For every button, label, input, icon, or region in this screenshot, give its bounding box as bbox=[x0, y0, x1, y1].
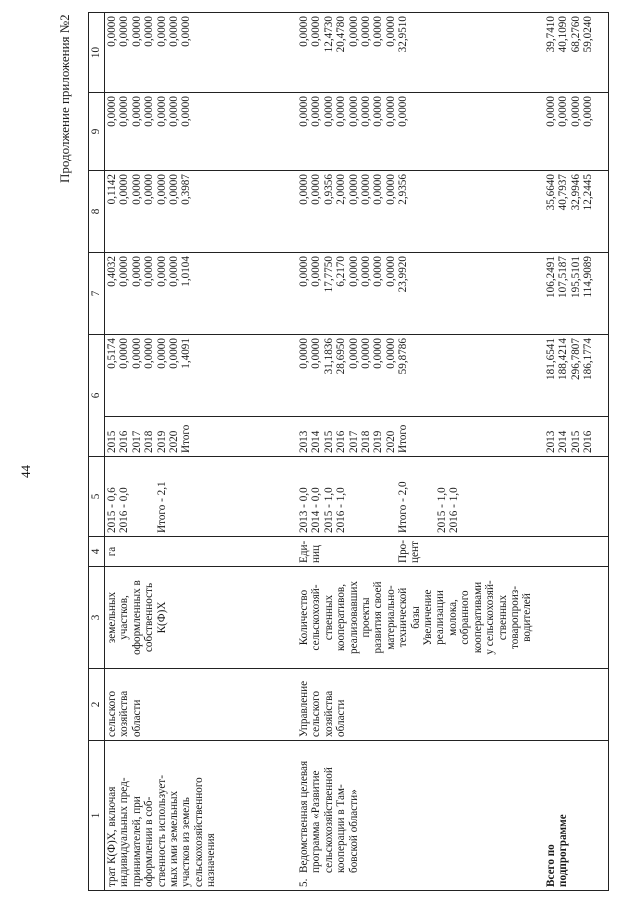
text-line: ственных bbox=[322, 594, 335, 641]
text-line: 2013 - 0,0 bbox=[298, 487, 310, 533]
indicator-name-2 bbox=[422, 570, 534, 665]
text-line: сельского bbox=[310, 690, 323, 737]
text-line: 0,0000 bbox=[168, 338, 181, 369]
text-line: 35,6640 bbox=[544, 174, 557, 211]
text-line: 0,9356 bbox=[322, 174, 335, 205]
text-line: 2015 - 1,0 bbox=[435, 487, 448, 533]
text-line: сельскохозяй- bbox=[310, 584, 323, 651]
text-line: 2016 bbox=[581, 430, 594, 453]
text-line: ственность использует- bbox=[155, 775, 168, 887]
indicator-cell bbox=[297, 567, 535, 669]
header-cell: 6 bbox=[89, 335, 105, 457]
text-line: 0,0000 bbox=[372, 96, 385, 127]
funding-regional bbox=[297, 171, 535, 253]
text-line: 40,1090 bbox=[557, 16, 570, 53]
indicator-name-1 bbox=[298, 570, 422, 665]
text-line: 0,0000 bbox=[155, 16, 168, 47]
text-line: 40,7937 bbox=[557, 174, 570, 211]
text-line: бовской области» bbox=[347, 789, 360, 873]
text-line: Еди- bbox=[298, 540, 310, 563]
text-line: 0,0000 bbox=[347, 338, 360, 369]
text-line: 114,9089 bbox=[581, 256, 594, 298]
funding-total bbox=[105, 335, 298, 417]
text-line: хозяйства bbox=[118, 690, 131, 737]
text-line: 0,3987 bbox=[180, 174, 193, 205]
text-line: 0,0000 bbox=[180, 16, 193, 47]
text-line: 12,4730 bbox=[322, 16, 335, 53]
text-line: 0,0000 bbox=[372, 174, 385, 205]
text-line: 0,0000 bbox=[106, 96, 118, 127]
text-line: 0,0000 bbox=[544, 96, 557, 127]
funding-total bbox=[297, 335, 535, 417]
text-line: 2,9356 bbox=[397, 174, 410, 205]
text-line: принимателей, при bbox=[130, 796, 143, 887]
text-line: 2020 bbox=[384, 430, 397, 453]
text-line: 2,0000 bbox=[335, 174, 348, 205]
empty-cell bbox=[535, 669, 609, 741]
text-line: 20,4780 bbox=[335, 16, 348, 53]
text-line: Всего по bbox=[544, 844, 557, 887]
funding-other bbox=[535, 13, 609, 93]
text-line bbox=[131, 460, 143, 533]
text-line: программа «Развитие bbox=[310, 770, 323, 873]
text-line: 0,0000 bbox=[372, 256, 385, 287]
text-line: сельского bbox=[106, 690, 118, 737]
text-line: 0,0000 bbox=[155, 96, 168, 127]
text-line: 2016 - 0,0 bbox=[118, 487, 131, 533]
years bbox=[105, 417, 298, 457]
text-line: 2017 bbox=[347, 430, 360, 453]
text-line: 0,0000 bbox=[298, 174, 310, 205]
text-line: 0,0000 bbox=[372, 338, 385, 369]
years bbox=[297, 417, 535, 457]
text-line: 195,5101 bbox=[569, 256, 582, 298]
text-line: 0,0000 bbox=[143, 338, 156, 369]
empty-cell bbox=[535, 567, 609, 669]
unit-cell bbox=[297, 537, 535, 567]
indicator-values-cell bbox=[297, 457, 535, 537]
text-line: 2015 bbox=[106, 430, 118, 453]
header-cell: 2 bbox=[89, 669, 105, 741]
text-line: мых ими земельных bbox=[168, 790, 181, 887]
text-line: 0,0000 bbox=[118, 96, 131, 127]
text-line: К(Ф)Х bbox=[155, 601, 168, 634]
total-row bbox=[535, 13, 609, 891]
text-line: Ведомственная целевая bbox=[298, 760, 310, 873]
text-line: 17,7750 bbox=[322, 256, 335, 293]
text-line: 186,1774 bbox=[581, 338, 594, 380]
text-line: 0,0000 bbox=[310, 256, 323, 287]
text-line: 0,0000 bbox=[310, 174, 323, 205]
text-line: Итого - 2,1 bbox=[155, 481, 168, 533]
text-line: назначения bbox=[205, 833, 218, 887]
text-line: кооперативами bbox=[471, 581, 484, 654]
text-line: материально- bbox=[384, 585, 397, 650]
text-line: 0,0000 bbox=[118, 338, 131, 369]
text-line: 0,0000 bbox=[557, 96, 570, 127]
text-line: га bbox=[106, 546, 118, 557]
unit-2 bbox=[397, 540, 422, 563]
text-line: 0,0000 bbox=[347, 96, 360, 127]
text-line: 0,0000 bbox=[298, 96, 310, 127]
text-line: 68,2760 bbox=[569, 16, 582, 53]
text-line: 0,0000 bbox=[168, 174, 181, 205]
unit bbox=[105, 537, 298, 567]
text-line: сельскохозяйственной bbox=[322, 767, 335, 873]
text-line bbox=[385, 460, 397, 533]
appendix-title: Продолжение приложения №2 bbox=[57, 14, 72, 183]
funding-federal bbox=[535, 253, 609, 335]
text-line: кооперативов, bbox=[335, 583, 348, 652]
text-line: 2014 bbox=[310, 430, 323, 453]
funding-total bbox=[535, 335, 609, 417]
header-cell: 5 bbox=[89, 457, 105, 537]
text-line: 1,0104 bbox=[180, 256, 193, 287]
text-line: 32,9510 bbox=[397, 16, 410, 53]
funding-local bbox=[535, 93, 609, 171]
text-line: области bbox=[130, 699, 143, 737]
text-line: индивидуальных пред- bbox=[118, 777, 131, 887]
funding-federal bbox=[105, 253, 298, 335]
text-line: Итого bbox=[180, 424, 193, 453]
text-line: 0,1142 bbox=[106, 174, 118, 205]
text-line: 0,0000 bbox=[155, 338, 168, 369]
text-line: 0,0000 bbox=[384, 16, 397, 47]
text-line: ниц bbox=[310, 545, 323, 563]
empty-cell bbox=[535, 457, 609, 537]
text-line bbox=[348, 460, 360, 533]
text-line: 0,0000 bbox=[360, 16, 373, 47]
text-line: 0,0000 bbox=[384, 338, 397, 369]
text-line: 0,0000 bbox=[569, 96, 582, 127]
text-line: 2018 bbox=[143, 430, 156, 453]
text-line: 0,0000 bbox=[581, 96, 594, 127]
text-line: 106,2491 bbox=[544, 256, 557, 298]
text-line: земельных bbox=[106, 591, 118, 644]
text-line bbox=[143, 460, 155, 533]
funding-federal bbox=[297, 253, 535, 335]
text-line: 0,0000 bbox=[168, 256, 181, 287]
text-line: 0,0000 bbox=[310, 16, 323, 47]
header-row bbox=[89, 13, 105, 891]
text-line: 0,0000 bbox=[118, 16, 131, 47]
text-line: 12,2445 bbox=[581, 174, 594, 211]
years bbox=[535, 417, 609, 457]
text-line: 2016 - 1,0 bbox=[448, 487, 461, 533]
text-line: 0,0000 bbox=[155, 174, 168, 205]
text-line: Про- bbox=[396, 540, 409, 563]
text-line: 2018 bbox=[360, 430, 373, 453]
funding-other bbox=[105, 13, 298, 93]
text-line: 188,4214 bbox=[557, 338, 570, 380]
text-line: 296,7807 bbox=[569, 338, 582, 380]
text-line: участков, bbox=[118, 595, 131, 640]
unit-1 bbox=[298, 540, 323, 563]
text-line: 0,0000 bbox=[397, 96, 410, 127]
text-line: 23,9920 bbox=[397, 256, 410, 293]
text-line: кооперации в Там- bbox=[335, 784, 348, 873]
text-line: 0,0000 bbox=[143, 174, 156, 205]
text-line: 2013 bbox=[298, 430, 310, 453]
page-number: 44 bbox=[18, 465, 33, 478]
text-line: участков из земель bbox=[180, 797, 193, 887]
indicator-name bbox=[105, 567, 298, 669]
text-line: базы bbox=[409, 606, 422, 629]
text-line: 0,0000 bbox=[384, 96, 397, 127]
text-line: 39,7410 bbox=[544, 16, 557, 53]
text-line: 0,0000 bbox=[118, 256, 131, 287]
text-line: 0,0000 bbox=[130, 96, 143, 127]
text-line: области bbox=[335, 699, 348, 737]
table-row bbox=[105, 13, 298, 891]
text-line: проекты bbox=[360, 597, 373, 638]
text-line: 0,0000 bbox=[155, 256, 168, 287]
text-line: 0,0000 bbox=[322, 96, 335, 127]
text-line: товаропроиз- bbox=[508, 586, 521, 649]
text-line: молока, bbox=[446, 599, 459, 636]
text-line: оформлении в соб- bbox=[143, 796, 156, 887]
funding-other bbox=[297, 13, 535, 93]
text-line: 0,0000 bbox=[130, 256, 143, 287]
text-line: 0,0000 bbox=[347, 174, 360, 205]
text-line: 181,6541 bbox=[544, 338, 557, 380]
text-line: 28,6950 bbox=[335, 338, 348, 375]
text-line: 2013 bbox=[544, 430, 557, 453]
text-line: трат К(Ф)Х, включая bbox=[106, 786, 118, 887]
funding-regional bbox=[535, 171, 609, 253]
text-line: Итого bbox=[397, 424, 410, 453]
header-cell: 1 bbox=[89, 741, 105, 891]
text-line: 2017 bbox=[130, 430, 143, 453]
text-line: 0,0000 bbox=[360, 96, 373, 127]
text-line: у сельскохозяй- bbox=[484, 580, 497, 655]
text-line: 0,0000 bbox=[130, 174, 143, 205]
program-table bbox=[88, 12, 609, 891]
text-line: цент bbox=[409, 541, 422, 563]
row-number: 5. bbox=[298, 878, 310, 887]
text-line: 2016 - 1,0 bbox=[335, 487, 348, 533]
text-line: 0,0000 bbox=[384, 256, 397, 287]
text-line: 0,0000 bbox=[360, 174, 373, 205]
text-line: 0,0000 bbox=[106, 16, 118, 47]
indicator-values bbox=[105, 457, 298, 537]
text-line: 0,0000 bbox=[310, 96, 323, 127]
text-line: 31,1836 bbox=[322, 338, 335, 375]
empty-cell bbox=[535, 537, 609, 567]
text-line: 0,0000 bbox=[118, 174, 131, 205]
text-line: 0,0000 bbox=[360, 256, 373, 287]
text-line: оформленных в bbox=[130, 580, 143, 655]
text-line: 107,5187 bbox=[557, 256, 570, 298]
text-line: подпрограмме bbox=[557, 814, 570, 887]
indicator-values-2 bbox=[436, 460, 461, 533]
text-line: 1,4091 bbox=[180, 338, 193, 369]
text-line: 2016 bbox=[118, 430, 131, 453]
text-line: 0,5174 bbox=[106, 338, 118, 369]
text-line: 0,0000 bbox=[360, 338, 373, 369]
text-line: 59,8786 bbox=[397, 338, 410, 375]
text-line: 0,0000 bbox=[168, 96, 181, 127]
text-line: 0,0000 bbox=[298, 256, 310, 287]
text-line: 2020 bbox=[168, 430, 181, 453]
text-line: Увеличение bbox=[422, 589, 435, 646]
text-line: 2014 bbox=[557, 430, 570, 453]
program-cell bbox=[297, 741, 535, 891]
text-line: Управление bbox=[298, 680, 310, 737]
text-line: 2019 bbox=[372, 430, 385, 453]
text-line: собранного bbox=[459, 590, 472, 645]
funding-local bbox=[297, 93, 535, 171]
text-line: 0,0000 bbox=[130, 16, 143, 47]
text-line: реализации bbox=[434, 590, 447, 645]
text-line: 2014 - 0,0 bbox=[310, 487, 323, 533]
text-line: реализовавших bbox=[347, 581, 360, 654]
text-line: 2015 bbox=[569, 430, 582, 453]
text-line: хозяйства bbox=[322, 690, 335, 737]
header-cell: 4 bbox=[89, 537, 105, 567]
text-line: Количество bbox=[298, 589, 310, 646]
text-line: развития своей bbox=[372, 581, 385, 654]
text-line: 0,0000 bbox=[298, 16, 310, 47]
funding-local bbox=[105, 93, 298, 171]
text-line: 0,0000 bbox=[168, 16, 181, 47]
program-title bbox=[298, 761, 360, 873]
executor bbox=[105, 669, 298, 741]
indicator-values-1 bbox=[298, 460, 410, 533]
text-line: 6,2170 bbox=[335, 256, 348, 287]
header-cell: 8 bbox=[89, 171, 105, 253]
text-line: 0,0000 bbox=[298, 338, 310, 369]
text-line: 0,0000 bbox=[130, 338, 143, 369]
measure-description bbox=[105, 741, 298, 891]
text-line: 0,0000 bbox=[310, 338, 323, 369]
header-cell: 7 bbox=[89, 253, 105, 335]
text-line: 0,0000 bbox=[347, 16, 360, 47]
text-line: 2015 bbox=[322, 430, 335, 453]
text-line: 0,0000 bbox=[143, 96, 156, 127]
executor bbox=[297, 669, 535, 741]
funding-regional bbox=[105, 171, 298, 253]
text-line: 2016 bbox=[335, 430, 348, 453]
text-line: 0,0000 bbox=[347, 256, 360, 287]
text-line: 0,4032 bbox=[106, 256, 118, 287]
text-line bbox=[360, 460, 372, 533]
header-cell: 3 bbox=[89, 567, 105, 669]
text-line: 0,0000 bbox=[143, 16, 156, 47]
text-line: ственных bbox=[496, 594, 509, 641]
total-label bbox=[535, 741, 609, 891]
text-line: Итого - 2,0 bbox=[397, 481, 410, 533]
text-line: 59,0240 bbox=[581, 16, 594, 53]
text-line: 0,0000 bbox=[384, 174, 397, 205]
text-line: собственность bbox=[143, 582, 156, 653]
text-line: 32,9946 bbox=[569, 174, 582, 211]
text-line bbox=[372, 460, 384, 533]
text-line: 0,0000 bbox=[180, 96, 193, 127]
text-line: 2015 - 0,6 bbox=[106, 487, 118, 533]
text-line: 0,0000 bbox=[143, 256, 156, 287]
text-line: 2015 - 1,0 bbox=[322, 487, 335, 533]
header-cell: 9 bbox=[89, 93, 105, 171]
header-cell: 10 bbox=[89, 13, 105, 93]
table-row bbox=[297, 13, 535, 891]
text-line: 0,0000 bbox=[372, 16, 385, 47]
text-line: водителей bbox=[521, 593, 534, 642]
text-line: 2019 bbox=[155, 430, 168, 453]
text-line: 0,0000 bbox=[335, 96, 348, 127]
text-line: технической bbox=[397, 587, 410, 648]
text-line: сельскохозяйственного bbox=[192, 777, 205, 887]
